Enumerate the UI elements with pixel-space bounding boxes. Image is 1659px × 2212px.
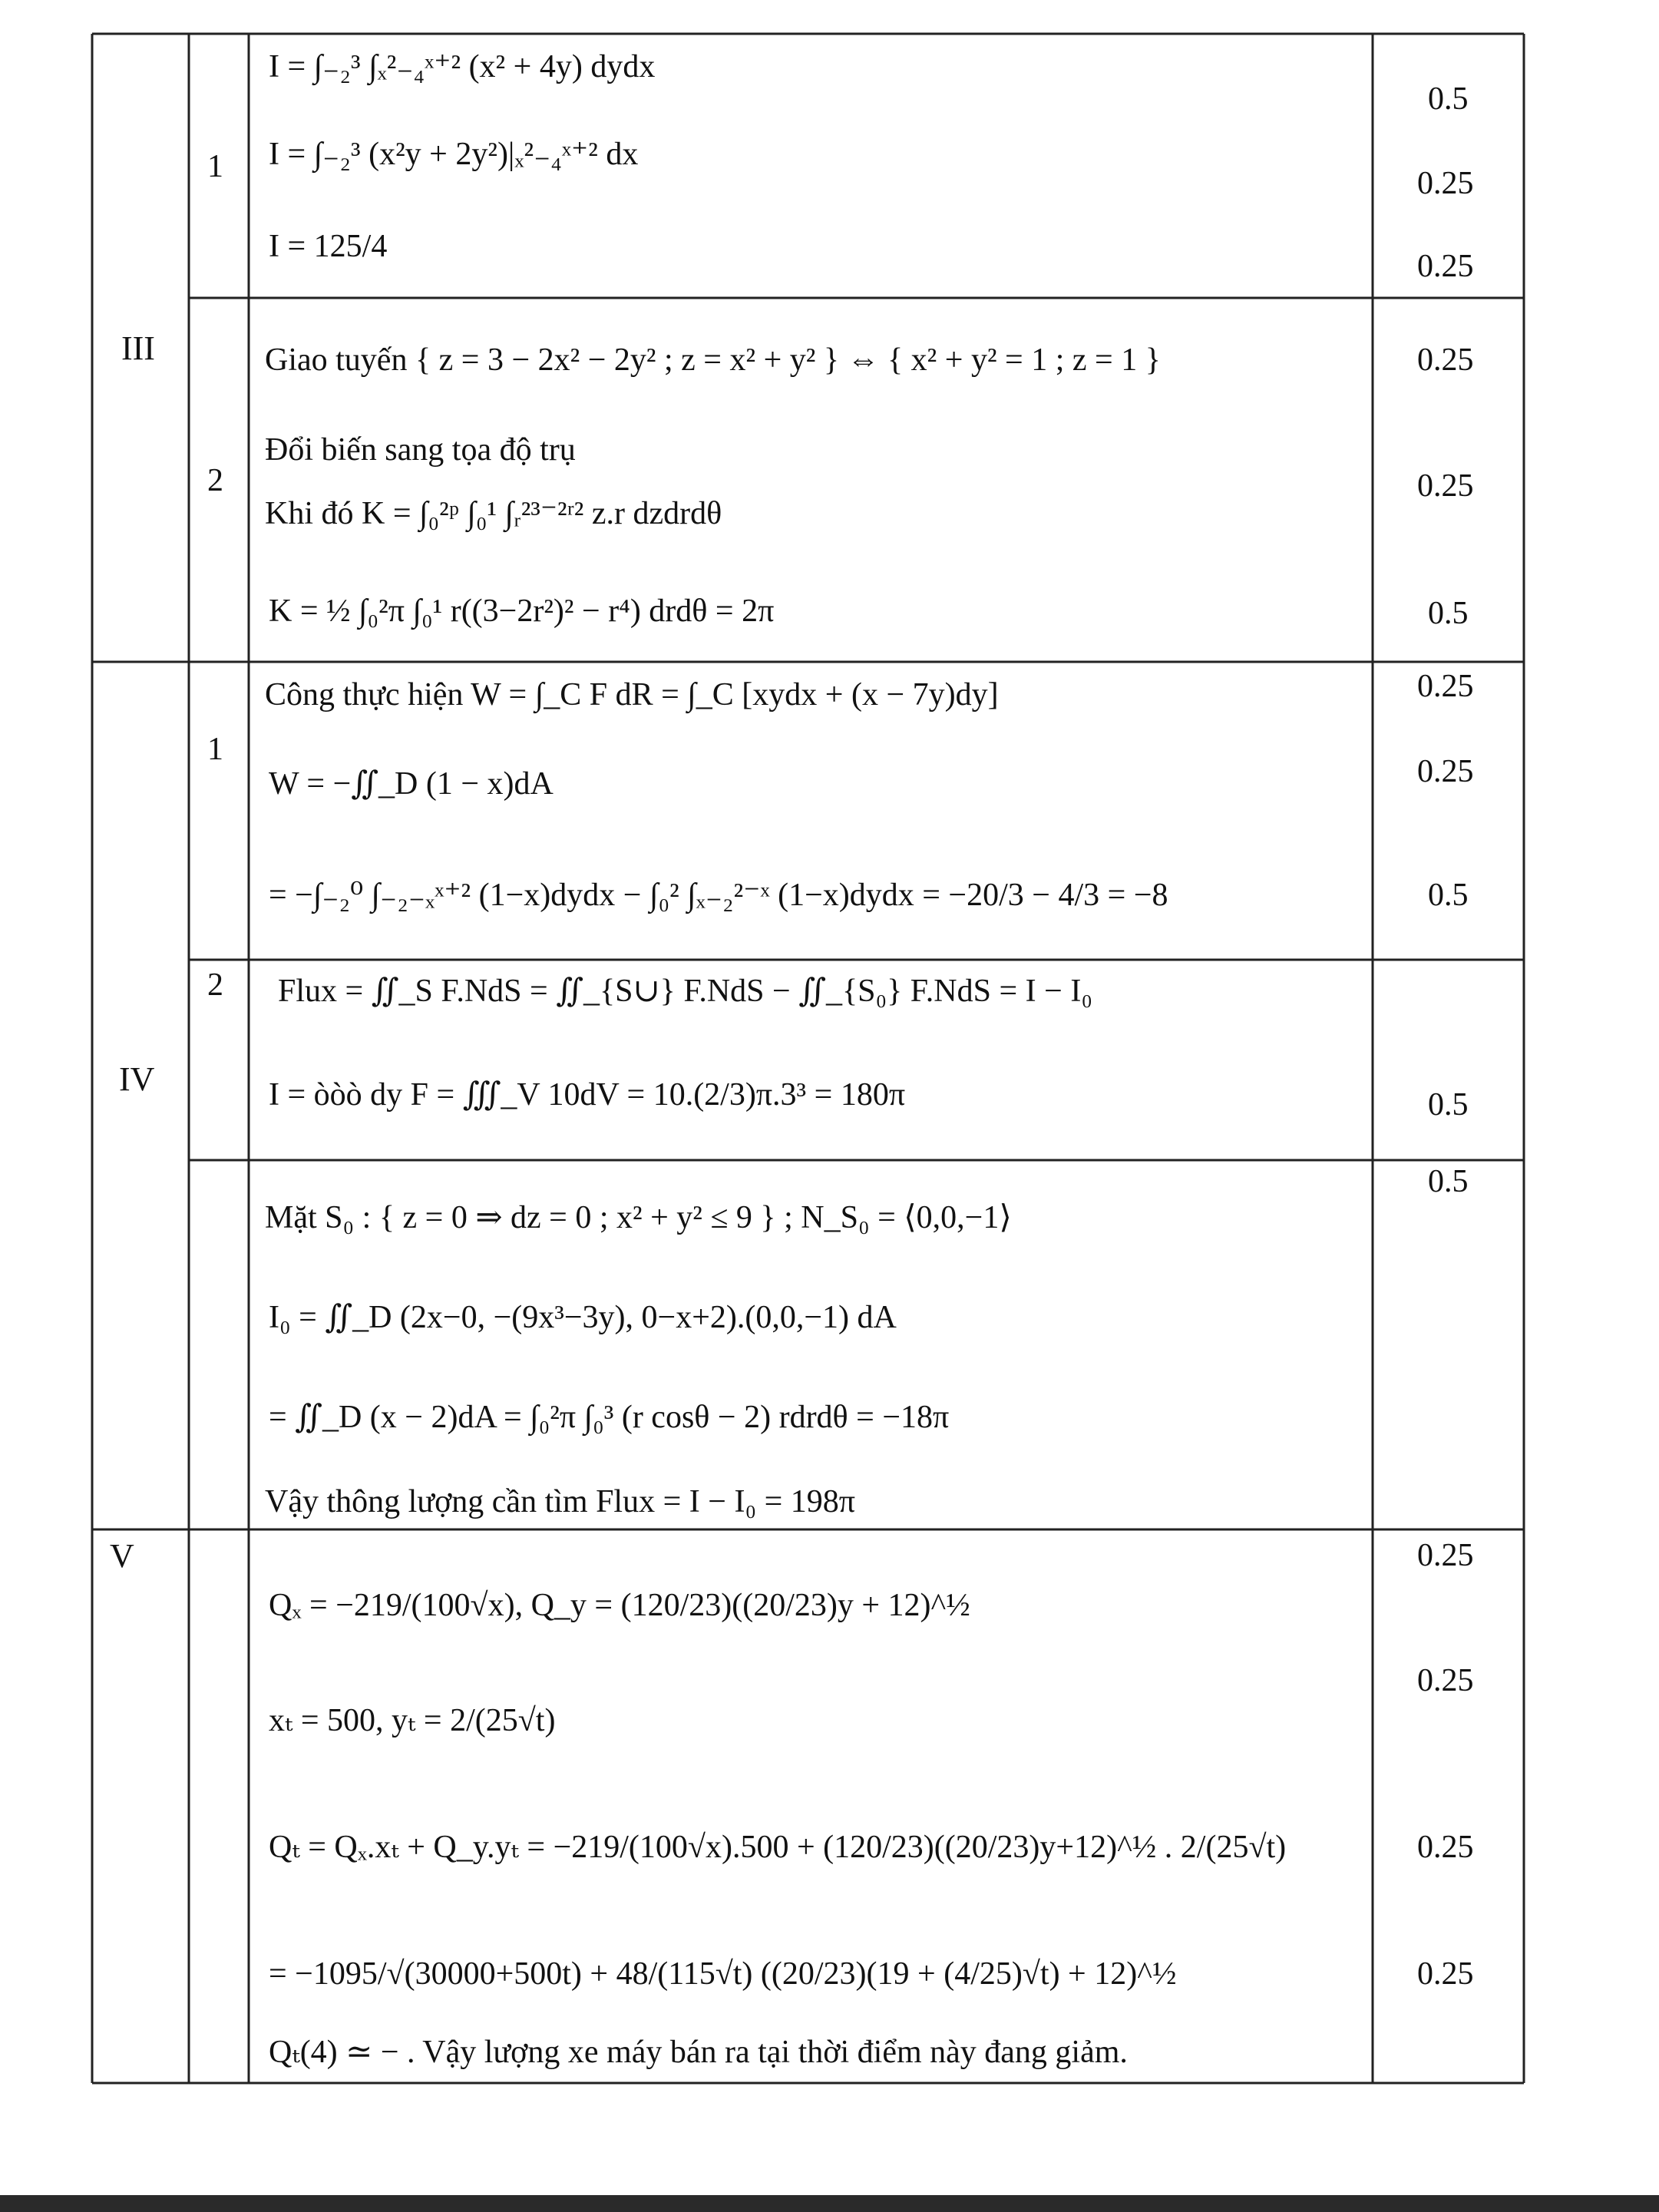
score-value: 0.5 — [1428, 596, 1469, 631]
text-line: Đổi biến sang tọa độ trụ — [265, 432, 576, 468]
score-value: 0.25 — [1417, 1830, 1474, 1865]
formula-line: K = ½ ∫₀²π ∫₀¹ r((3−2r²)² − r⁴) drdθ = 2π — [269, 594, 775, 629]
formula-line: Công thực hiện W = ∫_C F dR = ∫_C [xydx + (x − 7y)dy] — [265, 677, 999, 713]
score-value: 0.25 — [1417, 1538, 1474, 1573]
formula-line: = −∫₋₂⁰ ∫₋₂₋ₓˣ⁺² (1−x)dydx − ∫₀² ∫ₓ₋₂²⁻ˣ (1−x)dydx = −20/3 − 4/3 = −8 — [269, 878, 1168, 913]
formula-line: I = òòò dy F = ∭_V 10dV = 10.(2/3)π.3³ = 180π — [269, 1077, 906, 1113]
score-value: 0.5 — [1428, 1164, 1469, 1199]
text-line: Vậy thông lượng cần tìm Flux = I − I₀ = 198π — [265, 1484, 855, 1519]
score-value: 0.25 — [1417, 249, 1474, 284]
section-label-iii: III — [121, 329, 155, 367]
formula-line: Giao tuyến { z = 3 − 2x² − 2y² ; z = x² + y² } ⇔ { x² + y² = 1 ; z = 1 } — [265, 342, 1161, 378]
formula-line: xₜ = 500, yₜ = 2/(25√t) — [269, 1703, 556, 1738]
subpart-label: 1 — [207, 732, 223, 767]
formula-line: = ∬_D (x − 2)dA = ∫₀²π ∫₀³ (r cosθ − 2) rdrdθ = −18π — [269, 1400, 950, 1435]
subpart-label: 2 — [207, 463, 223, 498]
formula-line: I = ∫₋₂³ ∫ₓ²₋₄ˣ⁺² (x² + 4y) dydx — [269, 49, 656, 84]
subpart-label: 1 — [207, 149, 223, 184]
score-value: 0.25 — [1417, 166, 1474, 201]
formula-line: Mặt S₀ : { z = 0 ⇒ dz = 0 ; x² + y² ≤ 9 } ; N_S₀ = ⟨0,0,−1⟩ — [265, 1200, 1012, 1235]
section-label-v: V — [110, 1537, 134, 1575]
score-value: 0.5 — [1428, 81, 1469, 117]
formula-line: W = −∬_D (1 − x)dA — [269, 766, 554, 802]
formula-line: Khi đó K = ∫₀²ᵖ ∫₀¹ ∫ᵣ²³⁻²ʳ² z.r dzdrdθ — [265, 496, 722, 531]
score-value: 0.25 — [1417, 1956, 1474, 1992]
formula-line: I = ∫₋₂³ (x²y + 2y²)|ₓ²₋₄ˣ⁺² dx — [269, 137, 639, 172]
bottom-edge-bar — [0, 2195, 1659, 2212]
score-value: 0.5 — [1428, 1087, 1469, 1123]
formula-line: Flux = ∬_S F.NdS = ∬_{S∪} F.NdS − ∬_{S₀} F.NdS = I − I₀ — [278, 974, 1092, 1009]
score-value: 0.25 — [1417, 342, 1474, 378]
score-value: 0.25 — [1417, 1663, 1474, 1698]
score-value: 0.5 — [1428, 878, 1469, 913]
formula-line: I = 125/4 — [269, 229, 388, 264]
score-value: 0.25 — [1417, 754, 1474, 789]
formula-line: Qₜ = Qₓ.xₜ + Q_y.yₜ = −219/(100√x).500 + (120/23)((20/23)y+12)^½ . 2/(25√t) — [269, 1830, 1287, 1865]
subpart-label: 2 — [207, 967, 223, 1003]
formula-line: I₀ = ∬_D (2x−0, −(9x³−3y), 0−x+2).(0,0,−1) dA — [269, 1300, 897, 1335]
score-value: 0.25 — [1417, 669, 1474, 704]
score-value: 0.25 — [1417, 468, 1474, 504]
formula-line: = −1095/√(30000+500t) + 48/(115√t) ((20/23)(19 + (4/25)√t) + 12)^½ — [269, 1956, 1177, 1992]
section-label-iv: IV — [119, 1060, 155, 1098]
formula-line: Qₓ = −219/(100√x), Q_y = (120/23)((20/23)y + 12)^½ — [269, 1588, 970, 1623]
text-line: Qₜ(4) ≃ − . Vậy lượng xe máy bán ra tại thời điểm này đang giảm. — [269, 2035, 1128, 2070]
